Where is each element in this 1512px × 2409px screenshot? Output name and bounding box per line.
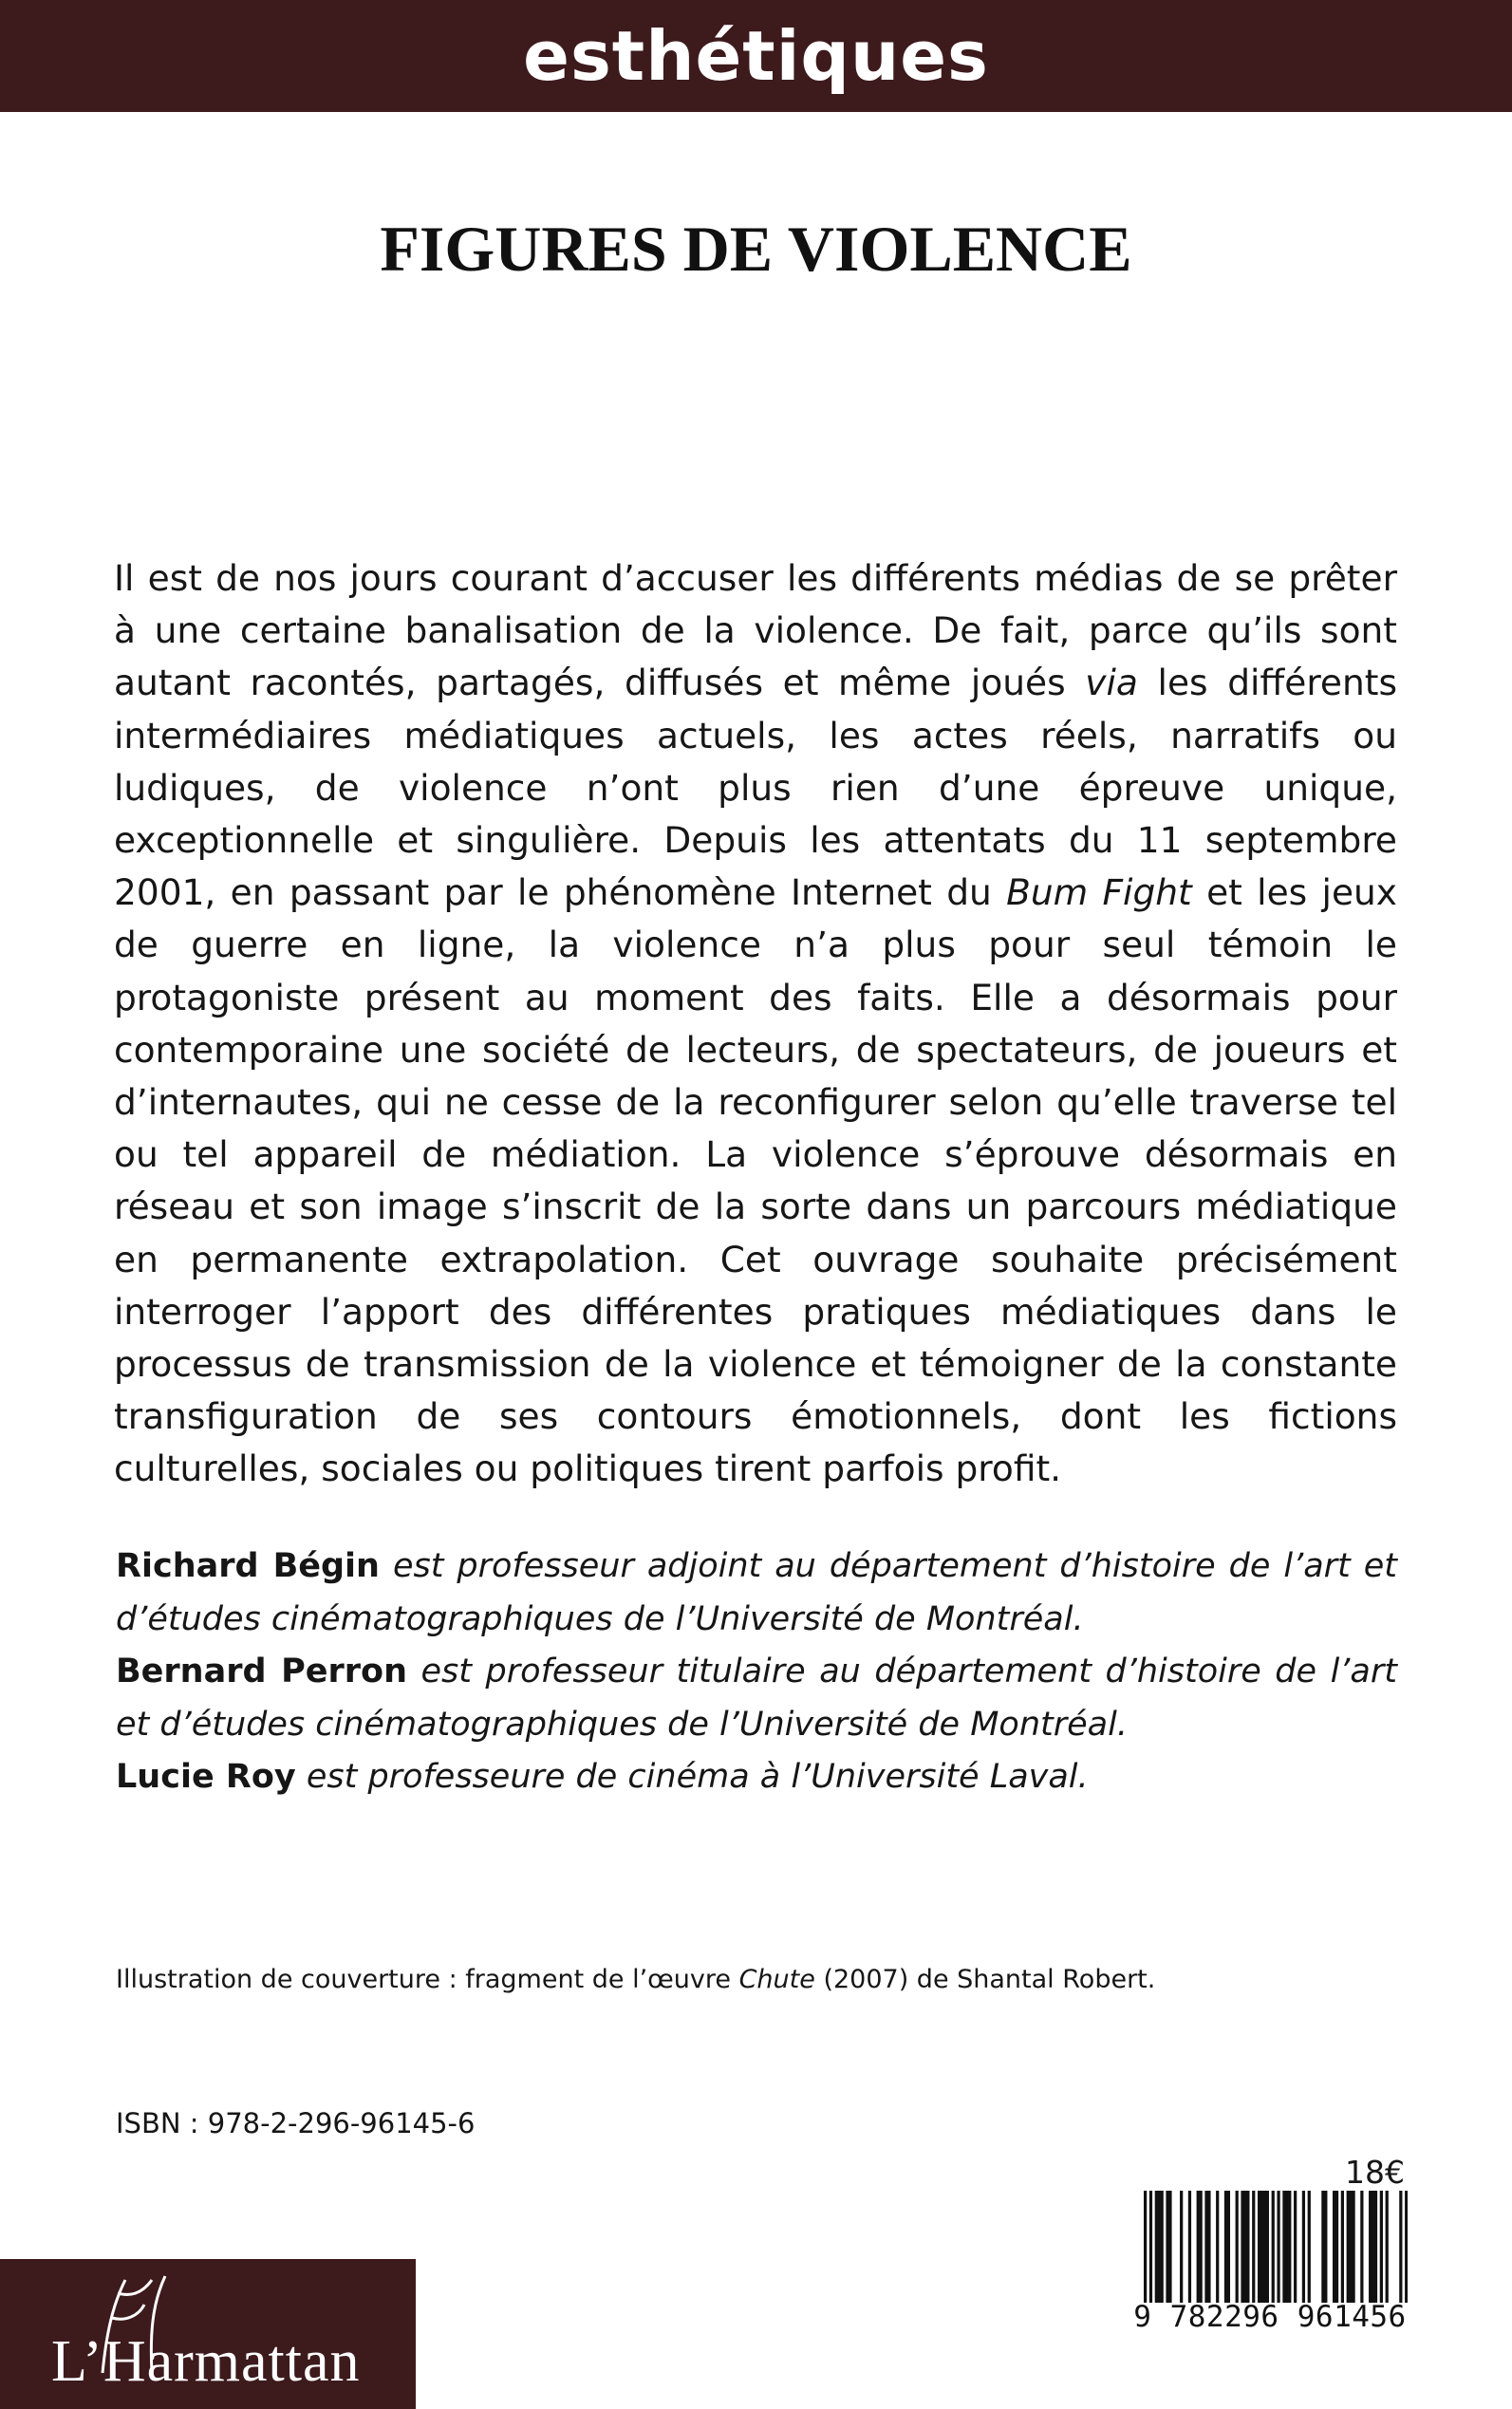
barcode-bar: [1155, 2191, 1158, 2303]
series-title: esthétiques: [523, 16, 989, 96]
barcode-bar: [1161, 2191, 1164, 2303]
summary-text-2: les différents intermédiaires médiatiques actuels, les actes réels, narratifs ou ludiques, de violence n’ont plus rien d’une épreuve unique, exceptionnelle et singulière. Depuis les attentats du 11 septembre 2001, en passant par le phénomène Internet du: [114, 662, 1397, 914]
cover-illustration-credit: [116, 1963, 1155, 1997]
barcode-bar: [1321, 2191, 1324, 2303]
barcode-bar: [1216, 2191, 1219, 2303]
summary-italic-bum-fight: Bum Fight: [1006, 871, 1192, 914]
barcode-bar: [1158, 2191, 1161, 2303]
barcode-bar: [1241, 2191, 1243, 2303]
author-name: Richard Bégin: [116, 1547, 380, 1585]
barcode-bar: [1144, 2191, 1147, 2303]
barcode-bar: [1246, 2191, 1249, 2303]
barcode-bar: [1166, 2191, 1168, 2303]
barcode-bar: [1405, 2191, 1408, 2303]
barcode-bar: [1285, 2191, 1288, 2303]
barcode-bar: [1243, 2191, 1246, 2303]
barcode-bar: [1227, 2191, 1230, 2303]
barcode-bar: [1399, 2191, 1402, 2303]
author-role: est professeure de cinéma à l’Université Laval.: [295, 1758, 1089, 1796]
barcode-bar: [1197, 2191, 1200, 2303]
barcode-bar: [1260, 2191, 1263, 2303]
barcode-bar: [1380, 2191, 1383, 2303]
author-bio: [116, 1646, 1397, 1751]
barcode-bar: [1224, 2191, 1227, 2303]
barcode-bar: [1360, 2191, 1363, 2303]
barcode-bar: [1341, 2191, 1344, 2303]
barcode-bar: [1149, 2191, 1152, 2303]
barcode-bar: [1386, 2191, 1389, 2303]
isbn: ISBN : 978-2-296-96145-6: [116, 2107, 476, 2139]
barcode-bar: [1333, 2191, 1335, 2303]
barcode: [1144, 2191, 1408, 2303]
author-name: Bernard Perron: [116, 1653, 407, 1690]
author-bio: [116, 1541, 1397, 1646]
author-role: est professeur titulaire au département d’histoire de l’art et d’études cinématographiques de l’Université de Montréal.: [116, 1653, 1397, 1744]
summary-text-1: Il est de nos jours courant d’accuser les différents médias de se prêter à une certaine banalisation de la violence. De fait, parce qu’ils sont autant racontés, partagés, diffusés et même joués: [114, 557, 1397, 704]
barcode-bar: [1308, 2191, 1311, 2303]
credit-work-title: Chute: [738, 1965, 815, 1994]
barcode-bar: [1294, 2191, 1297, 2303]
barcode-bar: [1236, 2191, 1239, 2303]
barcode-bar: [1180, 2191, 1183, 2303]
barcode-bar: [1207, 2191, 1210, 2303]
barcode-bar: [1372, 2191, 1374, 2303]
author-bios: [116, 1541, 1397, 1804]
barcode-bar: [1324, 2191, 1327, 2303]
summary-italic-via: via: [1085, 662, 1138, 704]
barcode-bar: [1350, 2191, 1353, 2303]
barcode-bar: [1188, 2191, 1191, 2303]
price: 18€: [1345, 2154, 1405, 2191]
summary-paragraph: [114, 552, 1397, 1496]
barcode-bar: [1352, 2191, 1354, 2303]
barcode-bar: [1282, 2191, 1285, 2303]
barcode-bar: [1277, 2191, 1279, 2303]
author-bio: [116, 1751, 1397, 1804]
barcode-bar: [1263, 2191, 1266, 2303]
publisher-name: L’Harmattan: [51, 2329, 361, 2394]
credit-suffix: (2007) de Shantal Robert.: [814, 1965, 1156, 1994]
barcode-bar: [1200, 2191, 1203, 2303]
barcode-bar: [1288, 2191, 1291, 2303]
barcode-bar: [1168, 2191, 1171, 2303]
barcode-digits: 9 782296 961456: [1133, 2300, 1407, 2334]
credit-prefix: Illustration de couverture : fragment de l’œuvre: [116, 1965, 739, 1994]
summary-text-3: et les jeux de guerre en ligne, la violence n’a plus pour seul témoin le protagoniste présent au moment des faits. Elle a désormais pour contemporaine une société de lecteurs, de spectateurs, de joueurs et d’internautes, qui ne cesse de la reconfigurer selon qu’elle traverse tel ou tel appareil de médiation. La violence s’éprouve désormais en réseau et son image s’inscrit de la sorte dans un parcours médiatique en permanente extrapolation. Cet ouvrage souhaite précisément interroger l’apport des différentes pratiques médiatiques dans le processus de transmission de la violence et témoigner de la constante transfiguration de ses contours émotionnels, dont les fictions culturelles, sociales ou politiques tirent parfois profit.: [114, 871, 1397, 1490]
book-title: FIGURES DE VIOLENCE: [380, 213, 1132, 285]
author-name: Lucie Roy: [116, 1758, 296, 1796]
barcode-bar: [1252, 2191, 1255, 2303]
barcode-bar: [1204, 2191, 1207, 2303]
author-role: est professeur adjoint au département d’histoire de l’art et d’études cinématographiques de l’Université de Montréal.: [116, 1547, 1397, 1638]
barcode-bar: [1335, 2191, 1338, 2303]
barcode-bar: [1302, 2191, 1305, 2303]
barcode-bar: [1266, 2191, 1269, 2303]
barcode-bar: [1347, 2191, 1350, 2303]
barcode-bar: [1369, 2191, 1372, 2303]
barcode-bar: [1258, 2191, 1260, 2303]
barcode-bar: [1374, 2191, 1377, 2303]
barcode-bar: [1272, 2191, 1275, 2303]
